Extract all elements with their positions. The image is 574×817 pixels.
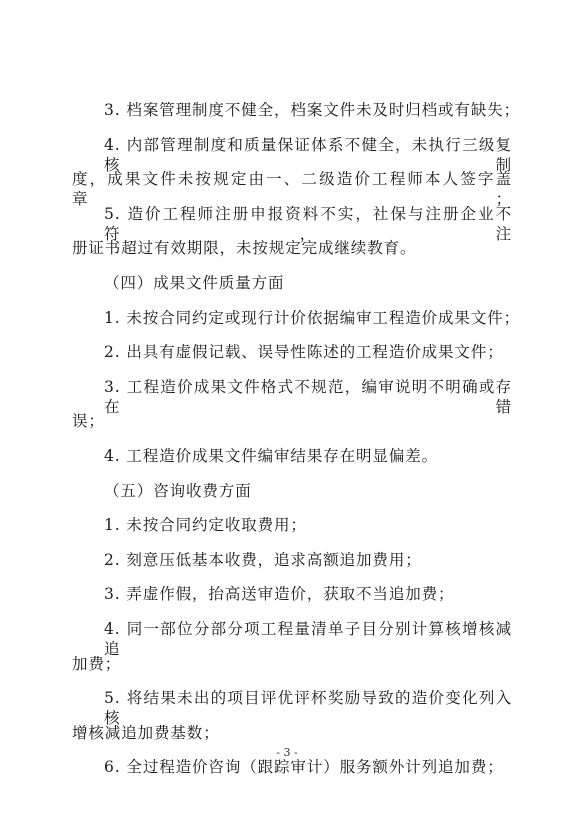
section-heading: （四）成果文件质量方面 <box>104 274 285 292</box>
text-line: 3. 弄虚作假，抬高送审造价，获取不当追加费； <box>104 585 455 603</box>
section-heading: （五）咨询收费方面 <box>104 482 252 500</box>
text-line: 增核减追加费基数； <box>72 724 220 742</box>
text-line: 度，成果文件未按规定由一、二级造价工程师本人签字盖章； <box>72 170 512 208</box>
text-line: 4. 同一部位分部分项工程量清单子目分别计算核增核减追 <box>104 620 512 658</box>
text-line: 加费； <box>72 655 122 673</box>
text-line: 误； <box>72 412 105 430</box>
page-number: - 3 - <box>276 746 298 759</box>
text-line: 2. 刻意压低基本收费，追求高额追加费用； <box>104 551 422 569</box>
text-line: 1. 未按合同约定收取费用； <box>104 516 307 534</box>
text-line: 4. 工程造价成果文件编审结果存在明显偏差。 <box>104 447 439 465</box>
text-line: 5. 造价工程师注册申报资料不实，社保与注册企业不符，注 <box>104 205 512 243</box>
text-line: 3. 工程造价成果文件格式不规范，编审说明不明确或存在错 <box>104 378 512 416</box>
text-line: 1. 未按合同约定或现行计价依据编审工程造价成果文件； <box>104 309 521 327</box>
text-line: 3. 档案管理制度不健全，档案文件未及时归档或有缺失； <box>104 101 521 119</box>
text-line: 5. 将结果未出的项目评优评杯奖励导致的造价变化列入核 <box>104 689 512 727</box>
text-line: 4. 内部管理制度和质量保证体系不健全，未执行三级复核制 <box>104 136 512 174</box>
text-line: 2. 出具有虚假记载、误导性陈述的工程造价成果文件； <box>104 343 504 361</box>
text-line: 册证书超过有效期限，未按规定完成继续教育。 <box>72 239 417 257</box>
text-line: 6. 全过程造价咨询（跟踪审计）服务额外计列追加费； <box>104 758 504 776</box>
